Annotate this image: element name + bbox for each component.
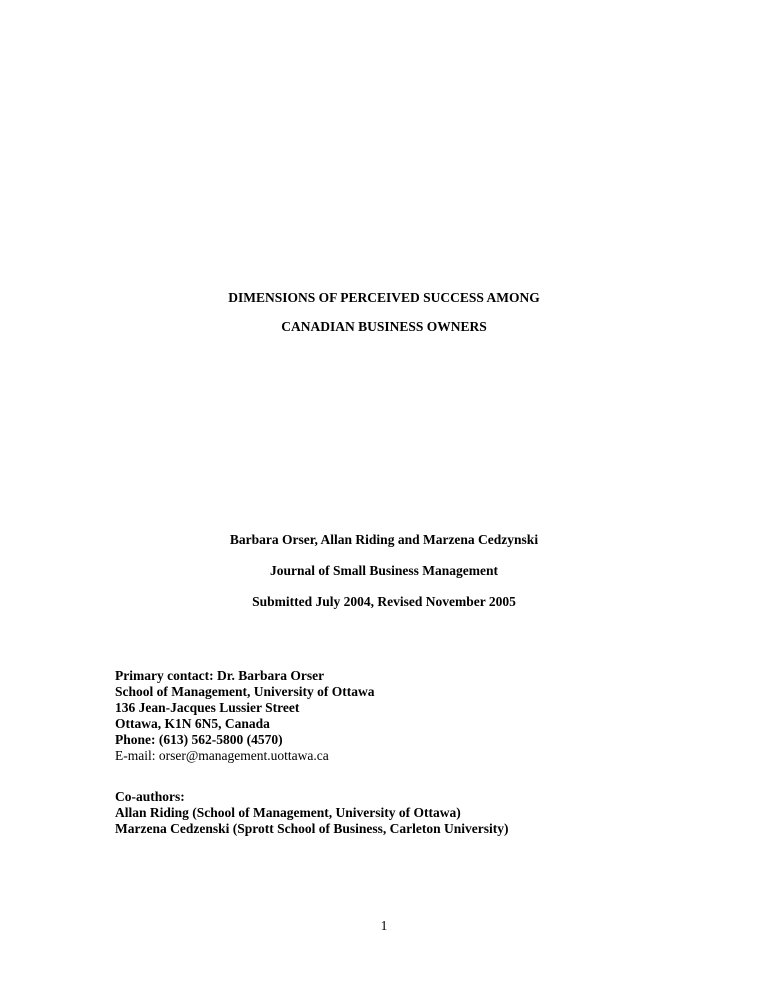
coauthor-1: Allan Riding (School of Management, University of Ottawa) <box>115 805 461 820</box>
contact-phone: Phone: (613) 562-5800 (4570) <box>115 732 283 747</box>
journal-name: Journal of Small Business Management <box>269 563 499 578</box>
coauthor-2: Marzena Cedzenski (Sprott School of Business, Carleton University) <box>115 821 509 836</box>
title-line-2: CANADIAN BUSINESS OWNERS <box>281 319 487 334</box>
contact-street: 136 Jean-Jacques Lussier Street <box>115 700 300 715</box>
contact-school: School of Management, University of Ottawa <box>115 684 375 699</box>
authors: Barbara Orser, Allan Riding and Marzena Cedzynski <box>229 532 539 547</box>
primary-contact: Primary contact: Dr. Barbara Orser <box>115 668 325 683</box>
contact-email[interactable]: E-mail: orser@management.uottawa.ca <box>115 748 329 763</box>
title-line-1: DIMENSIONS OF PERCEIVED SUCCESS AMONG <box>228 290 540 305</box>
contact-city: Ottawa, K1N 6N5, Canada <box>115 716 270 731</box>
coauthors-heading: Co-authors: <box>115 789 185 804</box>
submission-dates: Submitted July 2004, Revised November 2005 <box>252 594 516 609</box>
page-number: 1 <box>380 918 388 933</box>
